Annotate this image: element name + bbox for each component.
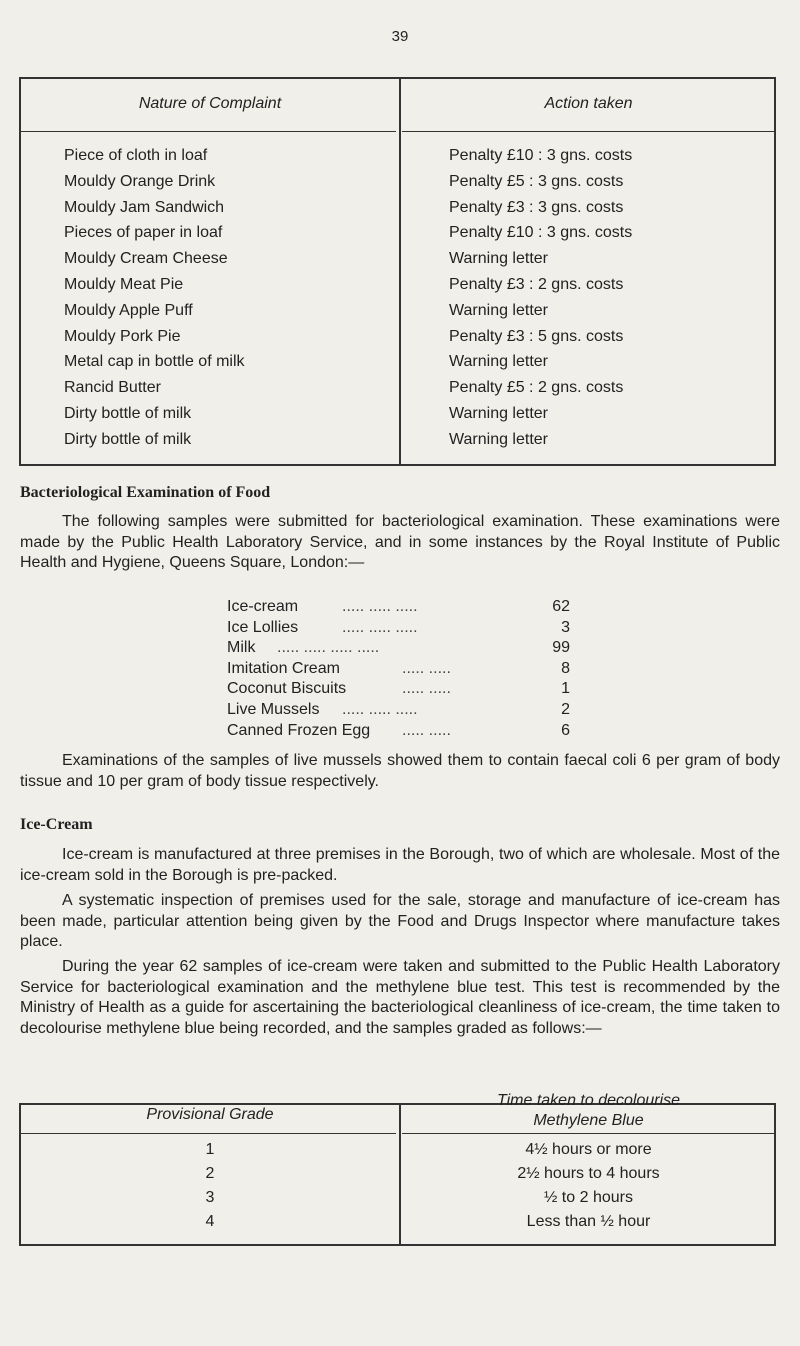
table-row [21, 328, 774, 354]
sample-name: Ice Lollies [227, 618, 299, 636]
table-row [21, 276, 774, 302]
header-provisional-grade: Provisional Grade [146, 1106, 274, 1123]
complaints-table [19, 77, 776, 466]
header-time-line-1: Time taken to decolourise [496, 1092, 681, 1109]
leader-dots: ..... ..... [402, 721, 451, 739]
sample-name: Imitation Cream [227, 659, 340, 677]
complaint-cell: Mouldy Orange Drink [64, 172, 216, 190]
table-row [21, 199, 774, 225]
complaint-cell: Mouldy Jam Sandwich [64, 198, 225, 216]
ice-cream-paragraph-1: Ice-cream is manufactured at three premises in the Borough, two of which are wholesale. Most of the ice-cream sold in the Borough is pre-packed. [20, 846, 780, 884]
time-cell: ½ to 2 hours [544, 1189, 633, 1206]
action-cell: Penalty £3 : 3 gns. costs [449, 198, 624, 216]
complaint-cell: Pieces of paper in loaf [64, 224, 223, 242]
list-item [227, 598, 572, 619]
action-cell: Warning letter [449, 250, 548, 268]
complaint-cell: Mouldy Meat Pie [64, 275, 184, 293]
action-cell: Penalty £3 : 5 gns. costs [449, 327, 624, 345]
sample-count: 6 [561, 721, 570, 739]
table-row [21, 431, 774, 457]
list-item [227, 701, 572, 722]
header-rule [402, 131, 776, 132]
table-row [21, 1189, 774, 1213]
time-cell: 4½ hours or more [525, 1141, 652, 1158]
samples-list [227, 598, 572, 742]
complaint-cell: Piece of cloth in loaf [64, 147, 208, 164]
table-row [21, 250, 774, 276]
grade-cell: 1 [205, 1141, 215, 1158]
complaint-cell: Mouldy Pork Pie [64, 327, 181, 345]
header-rule [21, 131, 396, 132]
table-row [21, 302, 774, 328]
action-cell: Warning letter [449, 301, 548, 319]
action-cell: Penalty £3 : 2 gns. costs [449, 275, 624, 293]
time-cell: Less than ½ hour [526, 1213, 651, 1230]
table-row [21, 173, 774, 199]
page-number: 39 [391, 28, 409, 45]
table-row [21, 379, 774, 405]
complaint-cell: Mouldy Cream Cheese [64, 250, 228, 268]
ice-cream-paragraph-2: A systematic inspection of premises used for the sale, storage and manufacture of ice-cream has been made, particular attention being given by the Food and Drugs Inspector where manufacture takes place. [20, 892, 780, 950]
grades-rows [21, 1141, 774, 1237]
table-row [21, 405, 774, 431]
grade-cell: 3 [205, 1189, 215, 1206]
leader-dots: ..... ..... ..... ..... [277, 639, 380, 657]
grades-table [19, 1092, 776, 1246]
ice-cream-heading: Ice-Cream [20, 816, 93, 833]
sample-count: 3 [561, 618, 570, 636]
action-cell: Warning letter [449, 430, 548, 448]
table-row [21, 224, 774, 250]
sample-name: Canned Frozen Egg [227, 721, 371, 739]
sample-count: 2 [561, 700, 570, 718]
action-cell: Penalty £10 : 3 gns. costs [449, 147, 633, 164]
table-row [21, 1213, 774, 1237]
bacteriological-conclusion: Examinations of the samples of live mussels showed them to contain faecal coli 6 per gram of body tissue and 10 per gram of body tissue respectively. [20, 752, 780, 790]
sample-count: 99 [552, 639, 570, 657]
header-rule [21, 1133, 396, 1134]
sample-count: 1 [561, 680, 570, 698]
action-cell: Penalty £5 : 2 gns. costs [449, 379, 624, 397]
leader-dots: ..... ..... ..... [342, 598, 418, 615]
complaint-cell: Metal cap in bottle of milk [64, 353, 245, 371]
list-item [227, 660, 572, 681]
list-item [227, 722, 572, 743]
sample-count: 62 [552, 598, 570, 615]
table-row [21, 353, 774, 379]
leader-dots: ..... ..... ..... [342, 700, 418, 718]
action-cell: Penalty £10 : 3 gns. costs [449, 224, 633, 242]
ice-cream-paragraph-3: During the year 62 samples of ice-cream were taken and submitted to the Public Health Laboratory Service for bacteriological examination and the methylene blue test. This test is recommended by the Ministry of Health as a guide for ascertaining the bacteriological cleanliness of ice-cream, the time taken to decolourise methylene blue being recorded, and the samples graded as follows:— [20, 958, 780, 1037]
grade-cell: 2 [205, 1165, 215, 1182]
header-rule [402, 1133, 776, 1134]
time-cell: 2½ hours to 4 hours [517, 1165, 660, 1182]
sample-name: Coconut Biscuits [227, 680, 347, 698]
table-row [21, 1165, 774, 1189]
complaints-rows [21, 147, 774, 457]
action-cell: Warning letter [449, 404, 548, 422]
header-action-taken: Action taken [544, 95, 633, 112]
header-time-taken [401, 1091, 776, 1131]
complaint-cell: Rancid Butter [64, 379, 161, 397]
action-cell: Penalty £5 : 3 gns. costs [449, 172, 624, 190]
sample-name: Milk [227, 639, 256, 657]
sample-name: Ice-cream [227, 598, 299, 615]
leader-dots: ..... ..... [402, 659, 451, 677]
action-cell: Warning letter [449, 353, 548, 371]
leader-dots: ..... ..... ..... [342, 618, 418, 636]
complaint-cell: Dirty bottle of milk [64, 430, 192, 448]
leader-dots: ..... ..... [402, 680, 451, 698]
table-row [21, 147, 774, 173]
complaint-cell: Dirty bottle of milk [64, 404, 192, 422]
list-item [227, 680, 572, 701]
list-item [227, 619, 572, 640]
list-item [227, 639, 572, 660]
grade-cell: 4 [205, 1213, 215, 1230]
header-time-line-2: Methylene Blue [533, 1112, 644, 1129]
header-nature-of-complaint: Nature of Complaint [138, 95, 282, 112]
sample-count: 8 [561, 659, 570, 677]
bacteriological-intro: The following samples were submitted for bacteriological examination. These examinations were made by the Public Health Laboratory Service, and in some instances by the Royal Institute of Public Health and Hygiene, Queens Square, London:— [20, 513, 780, 571]
sample-name: Live Mussels [227, 700, 320, 718]
bacteriological-heading: Bacteriological Examination of Food [20, 484, 271, 501]
table-row [21, 1141, 774, 1165]
complaint-cell: Mouldy Apple Puff [64, 301, 193, 319]
